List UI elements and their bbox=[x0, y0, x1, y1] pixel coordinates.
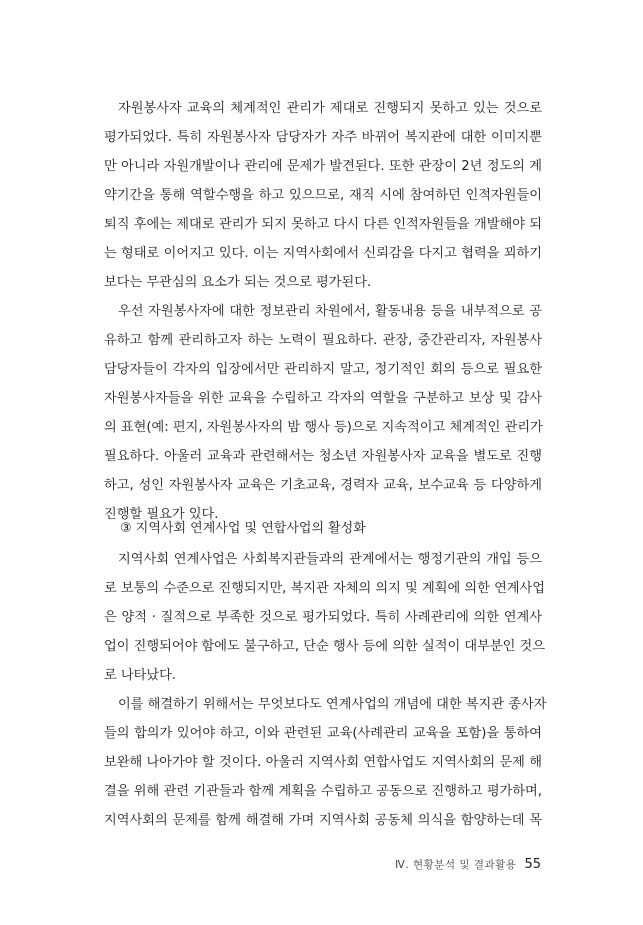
text-line: 필요하다. 아울러 교육과 관련해서는 청소년 자원봉사자 교육을 별도로 진행 bbox=[104, 449, 542, 464]
paragraph-2 bbox=[104, 297, 542, 529]
text-line: 자원봉사자들을 위한 교육을 수립하고 각자의 역할을 구분하고 보상 및 감사 bbox=[104, 391, 542, 406]
section-heading: ③ 지역사회 연계사업 및 연합사업의 활성화 bbox=[120, 521, 366, 536]
text-line: 진행할 필요가 있다. bbox=[104, 507, 219, 522]
text-line: 결을 위해 관련 기관들과 함께 계획을 수립하고 공동으로 진행하고 평가하며, bbox=[104, 784, 542, 799]
text-line: 의 표현(예: 편지, 자원봉사자의 밤 행사 등)으로 지속적이고 체계적인 관리가 bbox=[104, 420, 543, 435]
text-line: 평가되었다. 특히 자원봉사자 담당자가 자주 바뀌어 복지관에 대한 이미지뿐 bbox=[104, 130, 542, 145]
text-line: 은 양적 · 질적으로 부족한 것으로 평가되었다. 특히 사례관리에 의한 연계사 bbox=[104, 610, 542, 625]
text-line: 보다는 무관심의 요소가 되는 것으로 평가된다. bbox=[104, 275, 372, 290]
text-line: 업이 진행되어야 함에도 불구하고, 단순 행사 등에 의한 실적이 대부분인 것으 bbox=[104, 639, 546, 654]
chapter-label: Ⅳ. 현황분석 및 결과활용 bbox=[395, 859, 517, 871]
text-line: 자원봉사자 교육의 체계적인 관리가 제대로 진행되지 못하고 있는 것으로 bbox=[118, 101, 542, 116]
text-line: 들의 합의가 있어야 하고, 이와 관련된 교육(사례관리 교육을 포함)을 통하여 bbox=[104, 726, 542, 741]
paragraph-4 bbox=[104, 690, 547, 835]
text-line: 로 보통의 수준으로 진행되지만, 복지관 자체의 의지 및 계획에 의한 연계사업 bbox=[104, 581, 546, 596]
text-line: 지역사회 연계사업은 사회복지관들과의 관계에서는 행정기관의 개입 등으 bbox=[118, 552, 542, 567]
page-footer bbox=[395, 853, 541, 875]
text-line: 담당자들이 각자의 입장에서만 관리하지 말고, 정기적인 회의 등으로 필요한 bbox=[104, 362, 542, 377]
text-line: 만 아니라 자원개발이나 관리에 문제가 발견된다. 또한 관장이 2년 정도의 계 bbox=[104, 159, 542, 174]
paragraph-1 bbox=[104, 94, 542, 297]
text-line: 이를 해결하기 위해서는 무엇보다도 연계사업의 개념에 대한 복지관 종사자 bbox=[118, 697, 547, 712]
text-line: 는 형태로 이어지고 있다. 이는 지역사회에서 신뢰감을 다지고 협력을 꾀하기 bbox=[104, 246, 542, 261]
text-line: 우선 자원봉사자에 대한 정보관리 차원에서, 활동내용 등을 내부적으로 공 bbox=[118, 304, 542, 319]
text-line: 보완해 나아가야 할 것이다. 아울러 지역사회 연합사업도 지역사회의 문제 해 bbox=[104, 755, 542, 770]
text-line: 지역사회의 문제를 함께 해결해 가며 지역사회 공동체 의식을 함양하는데 목 bbox=[104, 813, 542, 828]
page-number: 55 bbox=[524, 857, 541, 872]
text-line: 로 나타났다. bbox=[104, 668, 177, 683]
text-line: 하고, 성인 자원봉사자 교육은 기초교육, 경력자 교육, 보수교육 등 다양하게 bbox=[104, 478, 542, 493]
paragraph-3 bbox=[104, 545, 546, 690]
text-line: 유하고 함께 관리하고자 하는 노력이 필요하다. 관장, 중간관리자, 자원봉사 bbox=[104, 333, 542, 348]
text-line: 퇴직 후에는 제대로 관리가 되지 못하고 다시 다른 인적자원들을 개발해야 되 bbox=[104, 217, 542, 232]
text-line: 약기간을 통해 역할수행을 하고 있으므로, 재직 시에 참여하던 인적자원들이 bbox=[104, 188, 542, 203]
